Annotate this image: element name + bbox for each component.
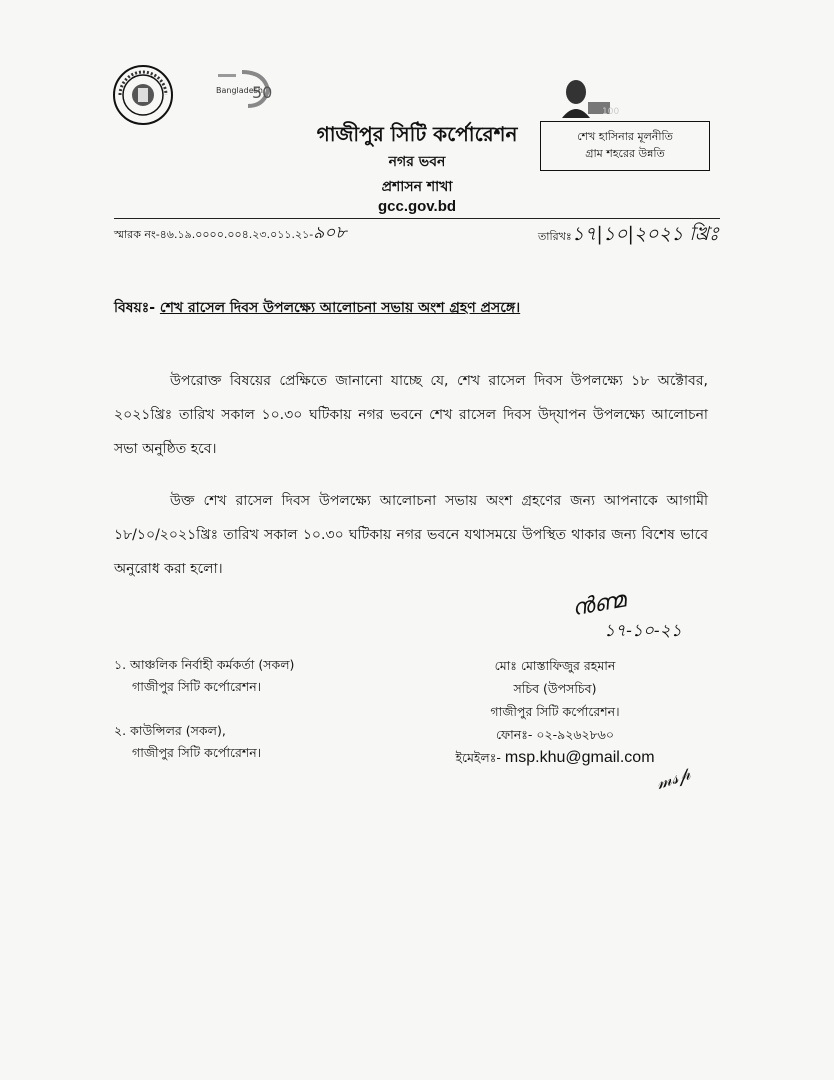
mujib-100-logo bbox=[552, 74, 622, 120]
svg-text:50: 50 bbox=[252, 83, 273, 102]
memo-number: ৯০৮ bbox=[313, 223, 347, 243]
recipient-2-org: গাজীপুর সিটি কর্পোরেশন। bbox=[132, 745, 262, 760]
signature-date: ১৭-১০-২১ bbox=[604, 621, 682, 641]
recipient-1 bbox=[114, 654, 294, 698]
body-paragraph-1-text: উপরোক্ত বিষয়ের প্রেক্ষিতে জানানো যাচ্ছে যে, শেখ রাসেল দিবস উপলক্ষ্যে ১৮ অক্টোবর, ২০২১খ্রিঃ তারিখ সকাল ১০.৩০ ঘটিকায় নগর ভবনে শেখ রাসেল দিবস উদ্‌যাপন উপলক্ষ্যে আলোচনা সভা অনুষ্ঠিত হবে। bbox=[114, 373, 708, 457]
body-paragraph-1 bbox=[114, 364, 708, 466]
signer-phone: ফোনঃ- ০২-৯২৬২৮৬০ bbox=[495, 727, 615, 742]
memo-label: স্মারক নং-৪৬.১৯.০০০০.০০৪.২৩.০১১.২১- bbox=[114, 228, 314, 241]
recipient-1-title: ১. আঞ্চলিক নির্বাহী কর্মকর্তা (সকল) bbox=[114, 657, 295, 672]
signer-name: মোঃ মোস্তাফিজুর রহমান bbox=[494, 658, 616, 673]
subject-label: বিষয়ঃ- bbox=[114, 300, 156, 316]
signer-email-row bbox=[430, 746, 680, 769]
email-label: ইমেইলঃ- bbox=[455, 750, 501, 765]
handwritten-signature: ൻണ്മ bbox=[570, 587, 628, 622]
recipient-2 bbox=[114, 720, 261, 764]
motto-box bbox=[540, 121, 710, 171]
motto-line-1: শেখ হাসিনার মূলনীতি bbox=[577, 130, 673, 143]
letter-date bbox=[538, 220, 719, 252]
building-name: নগর ভবন bbox=[388, 154, 446, 170]
body-paragraph-2 bbox=[114, 484, 708, 586]
date-value: ১৭|১০|২০২১ খ্রিঃ bbox=[571, 223, 720, 245]
header-divider bbox=[114, 218, 720, 219]
gcc-seal-logo bbox=[112, 64, 174, 126]
date-label: তারিখঃ bbox=[538, 230, 572, 243]
body-paragraph-2-text: উক্ত শেখ রাসেল দিবস উপলক্ষ্যে আলোচনা সভায় অংশ গ্রহণের জন্য আপনাকে আগামী ১৮/১০/২০২১খ্রিঃ তারিখ সকাল ১০.৩০ ঘটিকায় নগর ভবনে যথাসময়ে উপস্থিত থাকার জন্য বিশেষ ভাবে অনুরোধ করা হলো। bbox=[114, 493, 708, 577]
signer-organization: গাজীপুর সিটি কর্পোরেশন। bbox=[490, 704, 620, 719]
motto-line-2: গ্রাম শহরের উন্নতি bbox=[585, 147, 665, 160]
branch-name: প্রশাসন শাখা bbox=[381, 179, 453, 195]
organization-name: গাজীপুর সিটি কর্পোরেশন bbox=[316, 122, 518, 146]
recipient-1-org: গাজীপুর সিটি কর্পোরেশন। bbox=[132, 679, 262, 694]
signer-block bbox=[430, 654, 680, 769]
website: gcc.gov.bd bbox=[377, 198, 457, 215]
handwritten-initial: 𝓂𝓈𝓅 bbox=[653, 763, 694, 794]
svg-text:100: 100 bbox=[602, 107, 620, 117]
subject-line bbox=[114, 296, 520, 320]
subject-text: শেখ রাসেল দিবস উপলক্ষ্যে আলোচনা সভায় অংশ গ্রহণ প্রসঙ্গে। bbox=[159, 300, 521, 316]
signer-designation: সচিব (উপসচিব) bbox=[513, 681, 597, 696]
signer-email: msp.khu@gmail.com bbox=[504, 749, 655, 766]
bangladesh-logo-text: Bangladesh bbox=[216, 86, 263, 95]
recipient-2-title: ২. কাউন্সিলর (সকল), bbox=[114, 723, 226, 738]
memo-reference bbox=[114, 220, 346, 248]
